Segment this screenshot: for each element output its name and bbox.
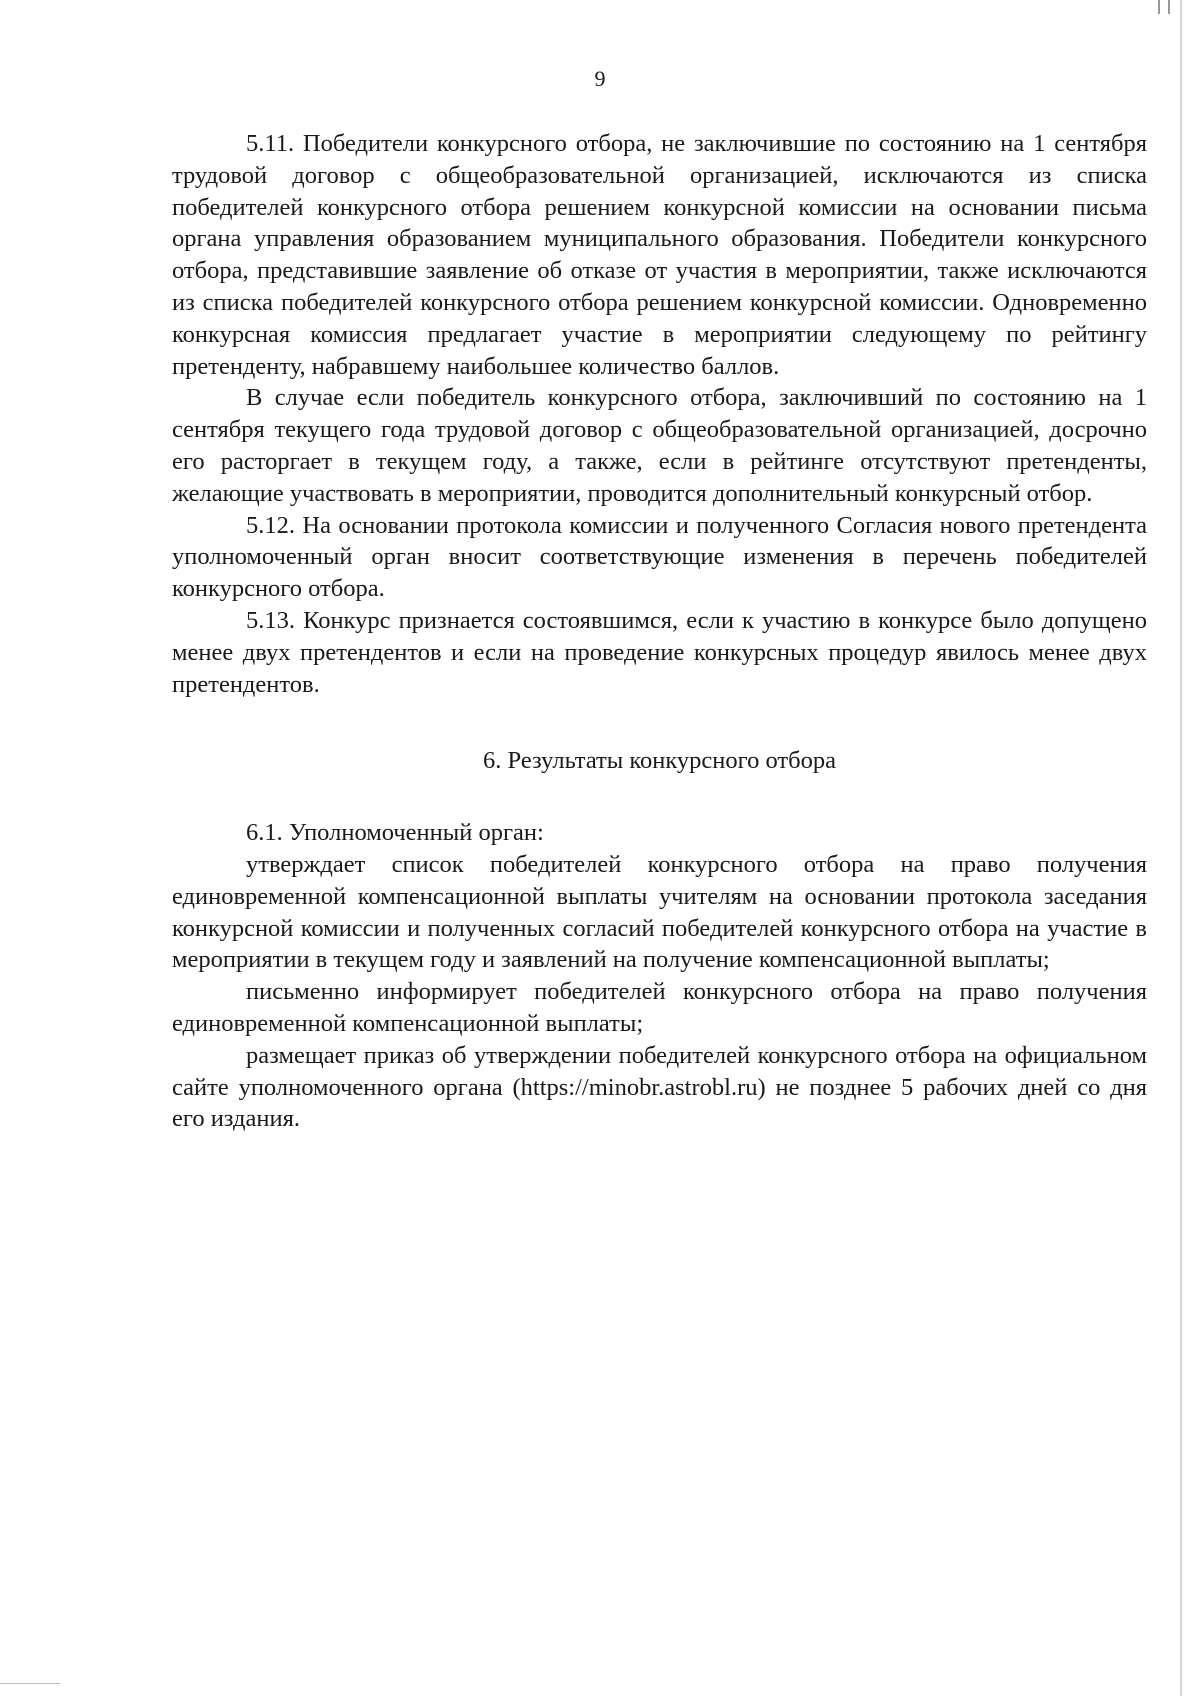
paragraph-6-1: 6.1. Уполномоченный орган:	[246, 819, 544, 847]
paragraph-informs-winners: письменно информирует победителей конкурсного отбора на право получения единовременной компенсационной выплаты;	[172, 978, 1147, 1037]
paragraph-5-13: 5.13. Конкурс признается состоявшимся, если к участию в конкурсе было допущено менее двух претендентов и если на проведение конкурсных процедур явилось менее двух претендентов.	[172, 606, 1147, 698]
scan-edge-mark	[1158, 0, 1160, 14]
paragraph-additional-selection: В случае если победитель конкурсного отбора, заключивший по состоянию на 1 сентября текущего года трудовой договор с общеобразовательной организацией, досрочно его расторгает в текущем году, а также, если в рейтинге отсутствуют претенденты, желающие участвовать в мероприятии, проводится дополнительный конкурсный отбор.	[172, 384, 1147, 507]
scan-page-edge	[1180, 0, 1182, 1696]
paragraph-publishes-order: размещает приказ об утверждении победителей конкурсного отбора на официальном сайте уполномоченного органа (https://minobr.astrobl.ru) не позднее 5 рабочих дней со дня его издания.	[172, 1041, 1147, 1133]
section-heading: 6. Результаты конкурсного отбора	[483, 747, 836, 775]
scan-bottom-mark	[0, 1683, 60, 1684]
document-body	[172, 128, 1147, 1135]
scan-edge-mark	[1168, 0, 1170, 14]
paragraph-5-11: 5.11. Победители конкурсного отбора, не заключившие по состоянию на 1 сентября трудовой договор с общеобразовательной организацией, исключаются из списка победителей конкурсного отбора решением конкурсной комиссии на основании письма органа управления образованием муниципального образования. Победители конкурсного отбора, представившие заявление об отказе от участия в мероприятии, также исключаются из списка победителей конкурсного отбора решением конкурсной комиссии. Одновременно конкурсная комиссия предлагает участие в мероприятии следующему по рейтингу претенденту, набравшему наибольшее количество баллов.	[172, 130, 1147, 380]
paragraph-approves-list: утверждает список победителей конкурсного отбора на право получения единовременной компенсационной выплаты учителям на основании протокола заседания конкурсной комиссии и полученных согласий победителей конкурсного отбора на участие в мероприятии в текущем году и заявлений на получение компенсационной выплаты;	[172, 850, 1147, 974]
page-number: 9	[594, 66, 606, 91]
paragraph-5-12: 5.12. На основании протокола комиссии и полученного Согласия нового претендента уполномоченный орган вносит соответствующие изменения в перечень победителей конкурсного отбора.	[172, 511, 1147, 603]
